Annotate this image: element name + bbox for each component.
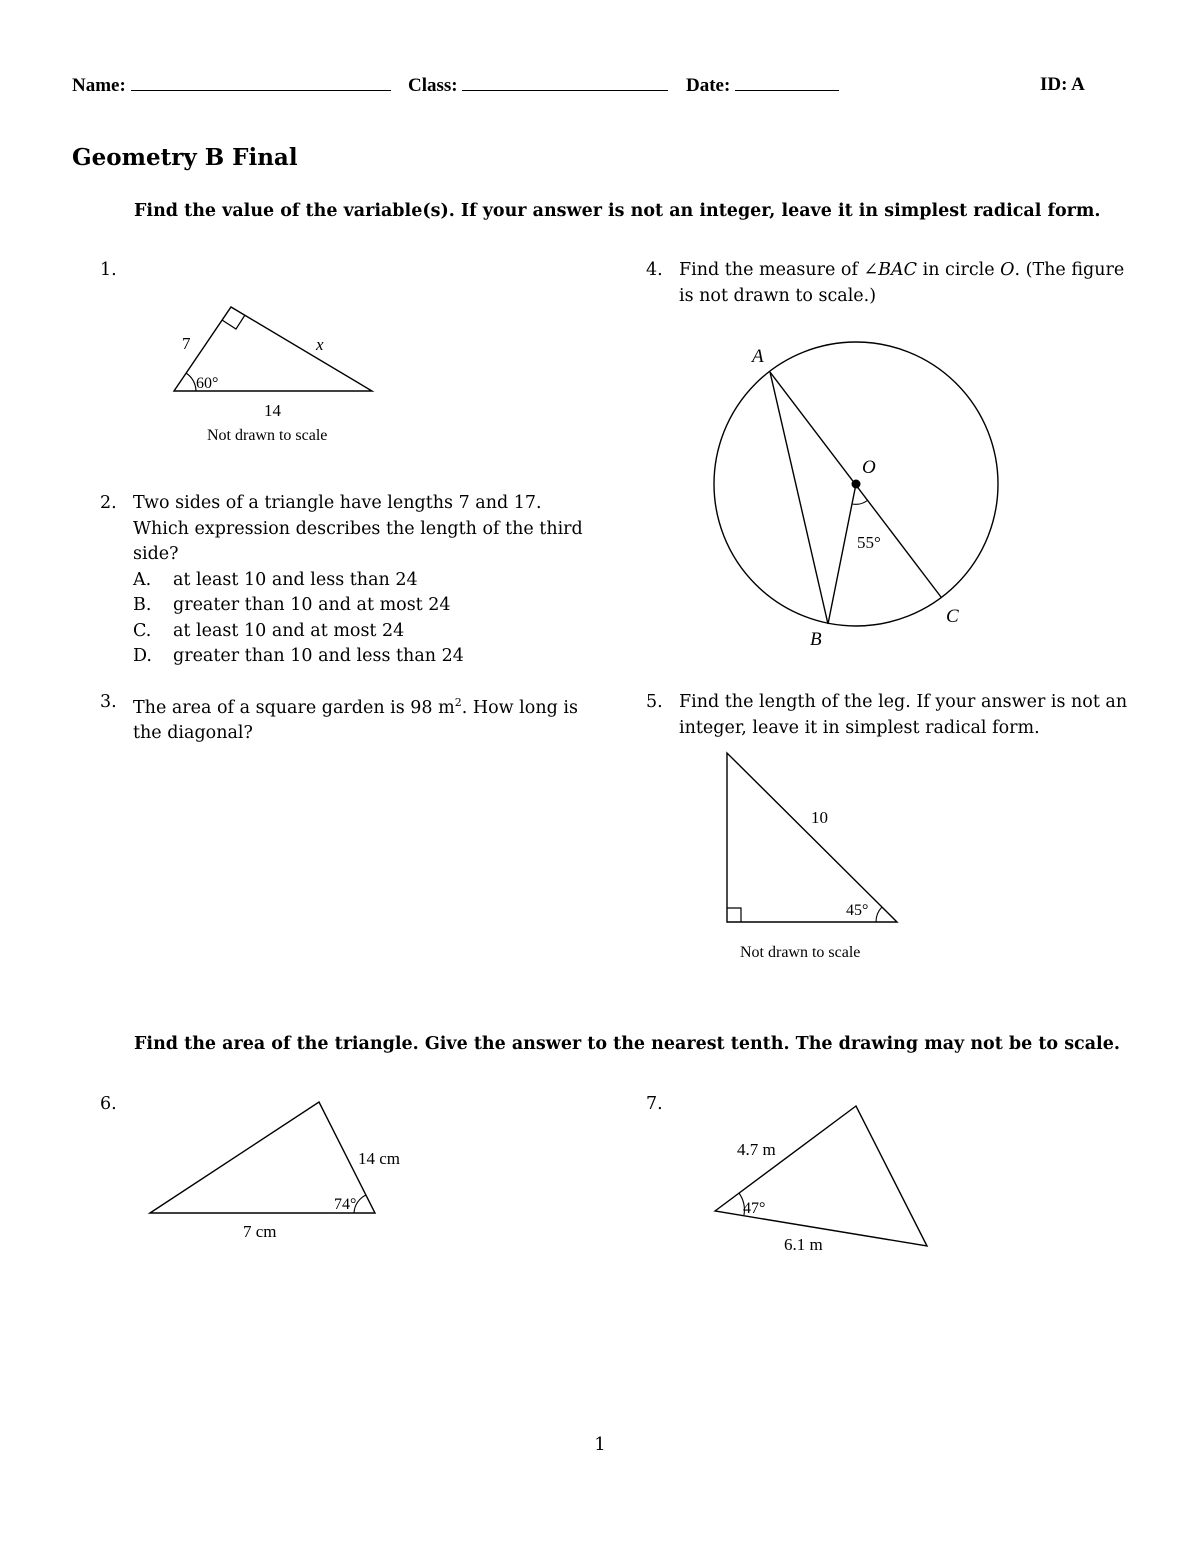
header-id: ID: A (1040, 74, 1085, 95)
q4-text-angle: ∠BAC (863, 260, 918, 280)
q4-label-angle: 55° (857, 533, 881, 552)
q5-text-line2: integer, leave it in simplest radical form. (679, 717, 1040, 738)
q4-label-B: B (810, 629, 822, 650)
q7-label-angle: 47° (743, 1200, 766, 1217)
q4-text-line2: is not drawn to scale.) (679, 285, 877, 306)
q7-label-side: 4.7 m (737, 1140, 776, 1159)
q3-text-pre: The area of a square garden is 98 m (133, 697, 455, 718)
q2-text-line2: Which expression describes the length of the third (133, 518, 583, 539)
q4-label-A: A (752, 346, 764, 367)
section1-instruction: Find the value of the variable(s). If your answer is not an integer, leave it in simplest radical form. (134, 201, 1101, 221)
q2-text-line1: Two sides of a triangle have lengths 7 and 17. (133, 493, 542, 513)
q1-label-side: 7 (182, 334, 191, 353)
q4-number: 4. (646, 260, 663, 280)
q4-text-pre: Find the measure of (679, 260, 864, 280)
q4-label-O: O (862, 457, 876, 478)
q6-label-base: 7 cm (243, 1222, 277, 1241)
q5-label-hyp: 10 (811, 808, 828, 827)
q2-number: 2. (100, 493, 117, 513)
q4-label-C: C (946, 606, 959, 627)
q5-number: 5. (646, 692, 663, 712)
q1-label-base: 14 (264, 401, 281, 420)
page-title: Geometry B Final (72, 144, 298, 171)
q5-text-line1: Find the length of the leg. If your answer is not an (679, 692, 1128, 712)
q2-option-c-text: at least 10 and at most 24 (173, 620, 405, 641)
page-number: 1 (594, 1434, 606, 1455)
q1-note: Not drawn to scale (207, 427, 328, 444)
class-label: Class: (408, 75, 458, 96)
q3-text-post: . How long is (461, 697, 578, 718)
q7-label-base: 6.1 m (784, 1235, 823, 1254)
section2-instruction: Find the area of the triangle. Give the answer to the nearest tenth. The drawing may not be to scale. (134, 1034, 1120, 1054)
q7-number: 7. (646, 1094, 663, 1114)
q6-label-side: 14 cm (358, 1149, 401, 1168)
q4-text-circle: O (1000, 260, 1015, 280)
q1-label-angle: 60° (196, 375, 219, 392)
q2-option-d-letter: D. (133, 646, 152, 666)
q2-option-a-letter: A. (133, 569, 152, 590)
q3-text-line2: the diagonal? (133, 723, 253, 744)
q2-option-b-text: greater than 10 and at most 24 (173, 595, 451, 615)
q2-option-a-text: at least 10 and less than 24 (173, 569, 418, 590)
q1-number: 1. (100, 260, 117, 280)
q4-text-post: . (The figure (1014, 260, 1125, 280)
q3-text-sup: 2 (454, 696, 462, 709)
q4-text-mid: in circle (917, 260, 1001, 280)
q3-number: 3. (100, 692, 117, 712)
q2-option-b-letter: B. (133, 595, 152, 615)
q5-note: Not drawn to scale (740, 944, 861, 961)
date-label: Date: (686, 75, 731, 96)
q6-label-angle: 74° (334, 1196, 357, 1213)
q5-label-angle: 45° (846, 902, 869, 919)
q7-triangle (715, 1106, 927, 1246)
q2-option-c-letter: C. (133, 620, 152, 641)
q2-text-line3: side? (133, 544, 179, 564)
name-label: Name: (72, 75, 126, 96)
q6-number: 6. (100, 1094, 117, 1114)
q1-label-var: x (316, 335, 324, 354)
q2-option-d-text: greater than 10 and less than 24 (173, 646, 464, 666)
